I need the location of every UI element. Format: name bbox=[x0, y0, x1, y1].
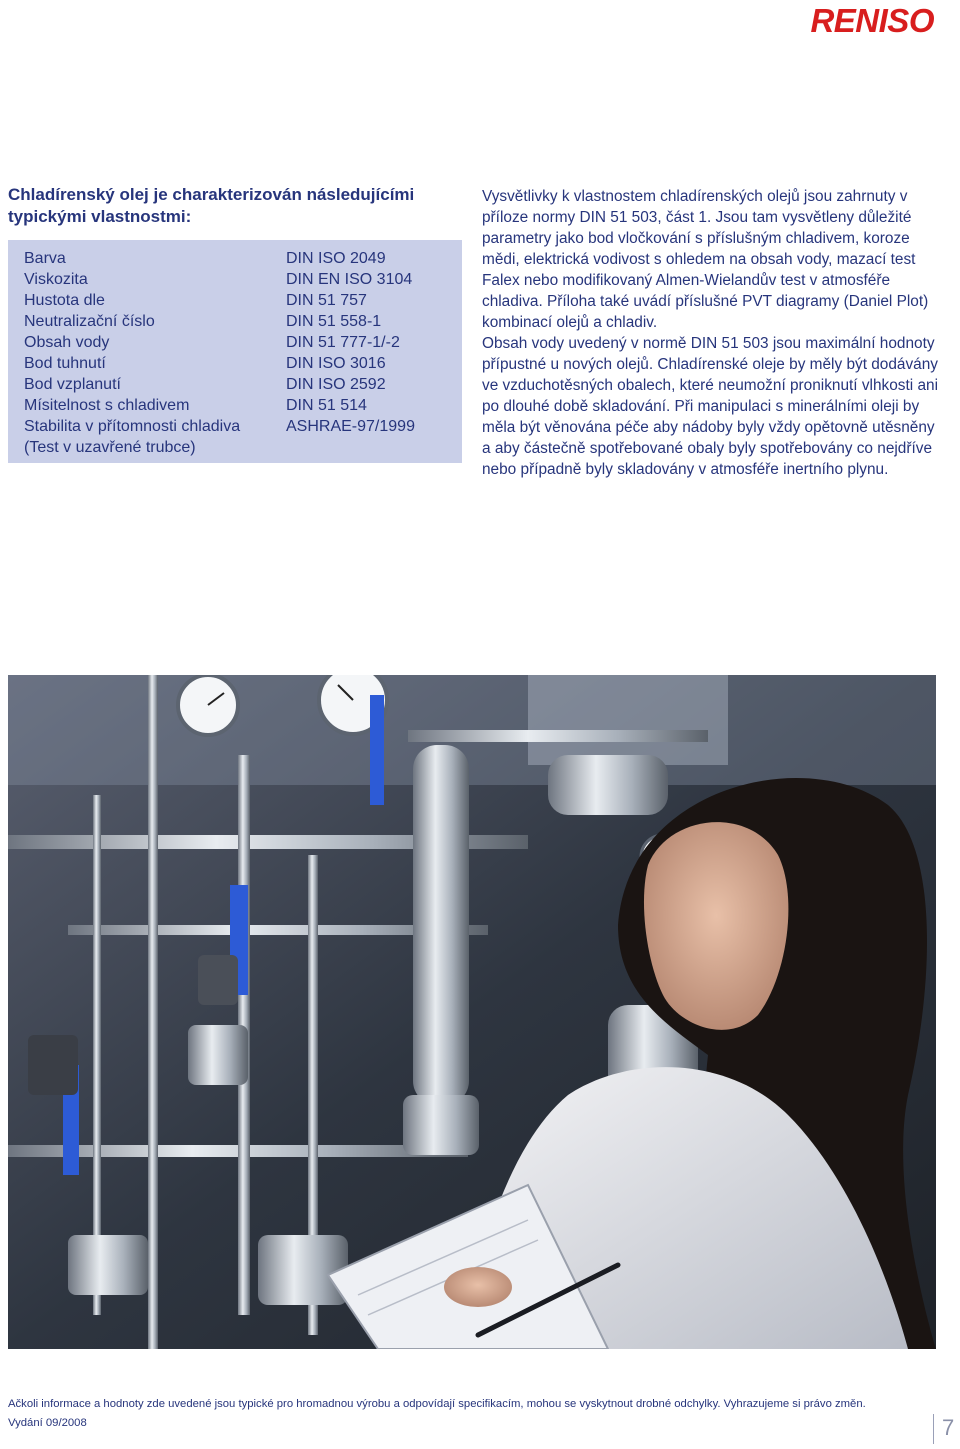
property-name: (Test v uzavřené trubce) bbox=[24, 439, 196, 456]
property-standard: DIN 51 514 bbox=[286, 397, 367, 414]
property-standard: DIN 51 558-1 bbox=[286, 313, 382, 330]
laboratory-illustration bbox=[8, 675, 936, 1349]
property-standard: DIN ISO 2049 bbox=[286, 250, 386, 267]
property-standard: DIN ISO 2592 bbox=[286, 376, 386, 393]
property-name: Mísitelnost s chladivem bbox=[24, 397, 190, 414]
reniso-logo: RENISO bbox=[810, 2, 934, 39]
property-standard: DIN ISO 3016 bbox=[286, 355, 386, 372]
property-name: Viskozita bbox=[24, 271, 88, 288]
property-name: Hustota dle bbox=[24, 292, 105, 309]
property-name: Obsah vody bbox=[24, 334, 110, 351]
property-name: Stabilita v přítomnosti chladiva bbox=[24, 418, 241, 435]
property-row bbox=[24, 416, 454, 437]
description-paragraph: Obsah vody uvedený v normě DIN 51 503 jsou maximální hodnoty přípustné u nových olejů. Chladírenské oleje by měly být dodávány ve vzduchotěsných obalech, které neumožní proniknutí vlhkosti ani po dlouhé době skladování. Při manipulaci s minerálními oleji by měla být věnována péče aby nádoby byly vždy opětovně utěsněny a aby částečně spotřebované obaly byly spotřebovány co nejdříve nebo případně byly skladovány v atmosféře inertního plynu. bbox=[482, 335, 939, 478]
property-name: Barva bbox=[24, 250, 66, 267]
disclaimer-text: Ačkoli informace a hodnoty zde uvedené jsou typické pro hromadnou výrobu a odpovídají specifikacím, mohou se vyskytnout drobné odchylky. Vyhrazujeme si právo změn. bbox=[8, 1398, 866, 1410]
description-text bbox=[482, 186, 942, 480]
property-row bbox=[24, 437, 454, 458]
property-name: Neutralizační číslo bbox=[24, 313, 155, 330]
property-row bbox=[24, 353, 454, 374]
property-standard: DIN 51 757 bbox=[286, 292, 367, 309]
property-row bbox=[24, 395, 454, 416]
edition-date: Vydání 09/2008 bbox=[8, 1417, 87, 1429]
property-standard: ASHRAE-97/1999 bbox=[286, 418, 415, 435]
property-row bbox=[24, 269, 454, 290]
page-number: 7 bbox=[942, 1415, 955, 1440]
property-row bbox=[24, 374, 454, 395]
description-paragraph: Vysvětlivky k vlastnostem chladírenských olejů jsou zahrnuty v příloze normy DIN 51 503, část 1. Jsou tam vysvětleny důležité parametry jako bod vločkování s příslušným chladivem, koroze mědi, elektrická vodivost s ohledem na obsah vody, mazací test Falex nebo modifikovaný Almen-Wielandův test v atmosféře chladiva. Příloha také uvádí příslušné PVT diagramy (Daniel Plot) kombinací olejů a chladiv. bbox=[482, 188, 929, 331]
property-row bbox=[24, 290, 454, 311]
property-standard: DIN 51 777-1/-2 bbox=[286, 334, 400, 351]
property-row bbox=[24, 248, 454, 269]
property-name: Bod tuhnutí bbox=[24, 355, 106, 372]
property-standard: DIN EN ISO 3104 bbox=[286, 271, 413, 288]
laboratory-photo bbox=[8, 675, 936, 1349]
property-row bbox=[24, 311, 454, 332]
section-heading: Chladírenský olej je charakterizován následujícími typickými vlastnostmi: bbox=[8, 185, 415, 226]
properties-table bbox=[8, 240, 462, 463]
page-number-divider bbox=[933, 1414, 934, 1444]
property-row bbox=[24, 332, 454, 353]
property-name: Bod vzplanutí bbox=[24, 376, 121, 393]
